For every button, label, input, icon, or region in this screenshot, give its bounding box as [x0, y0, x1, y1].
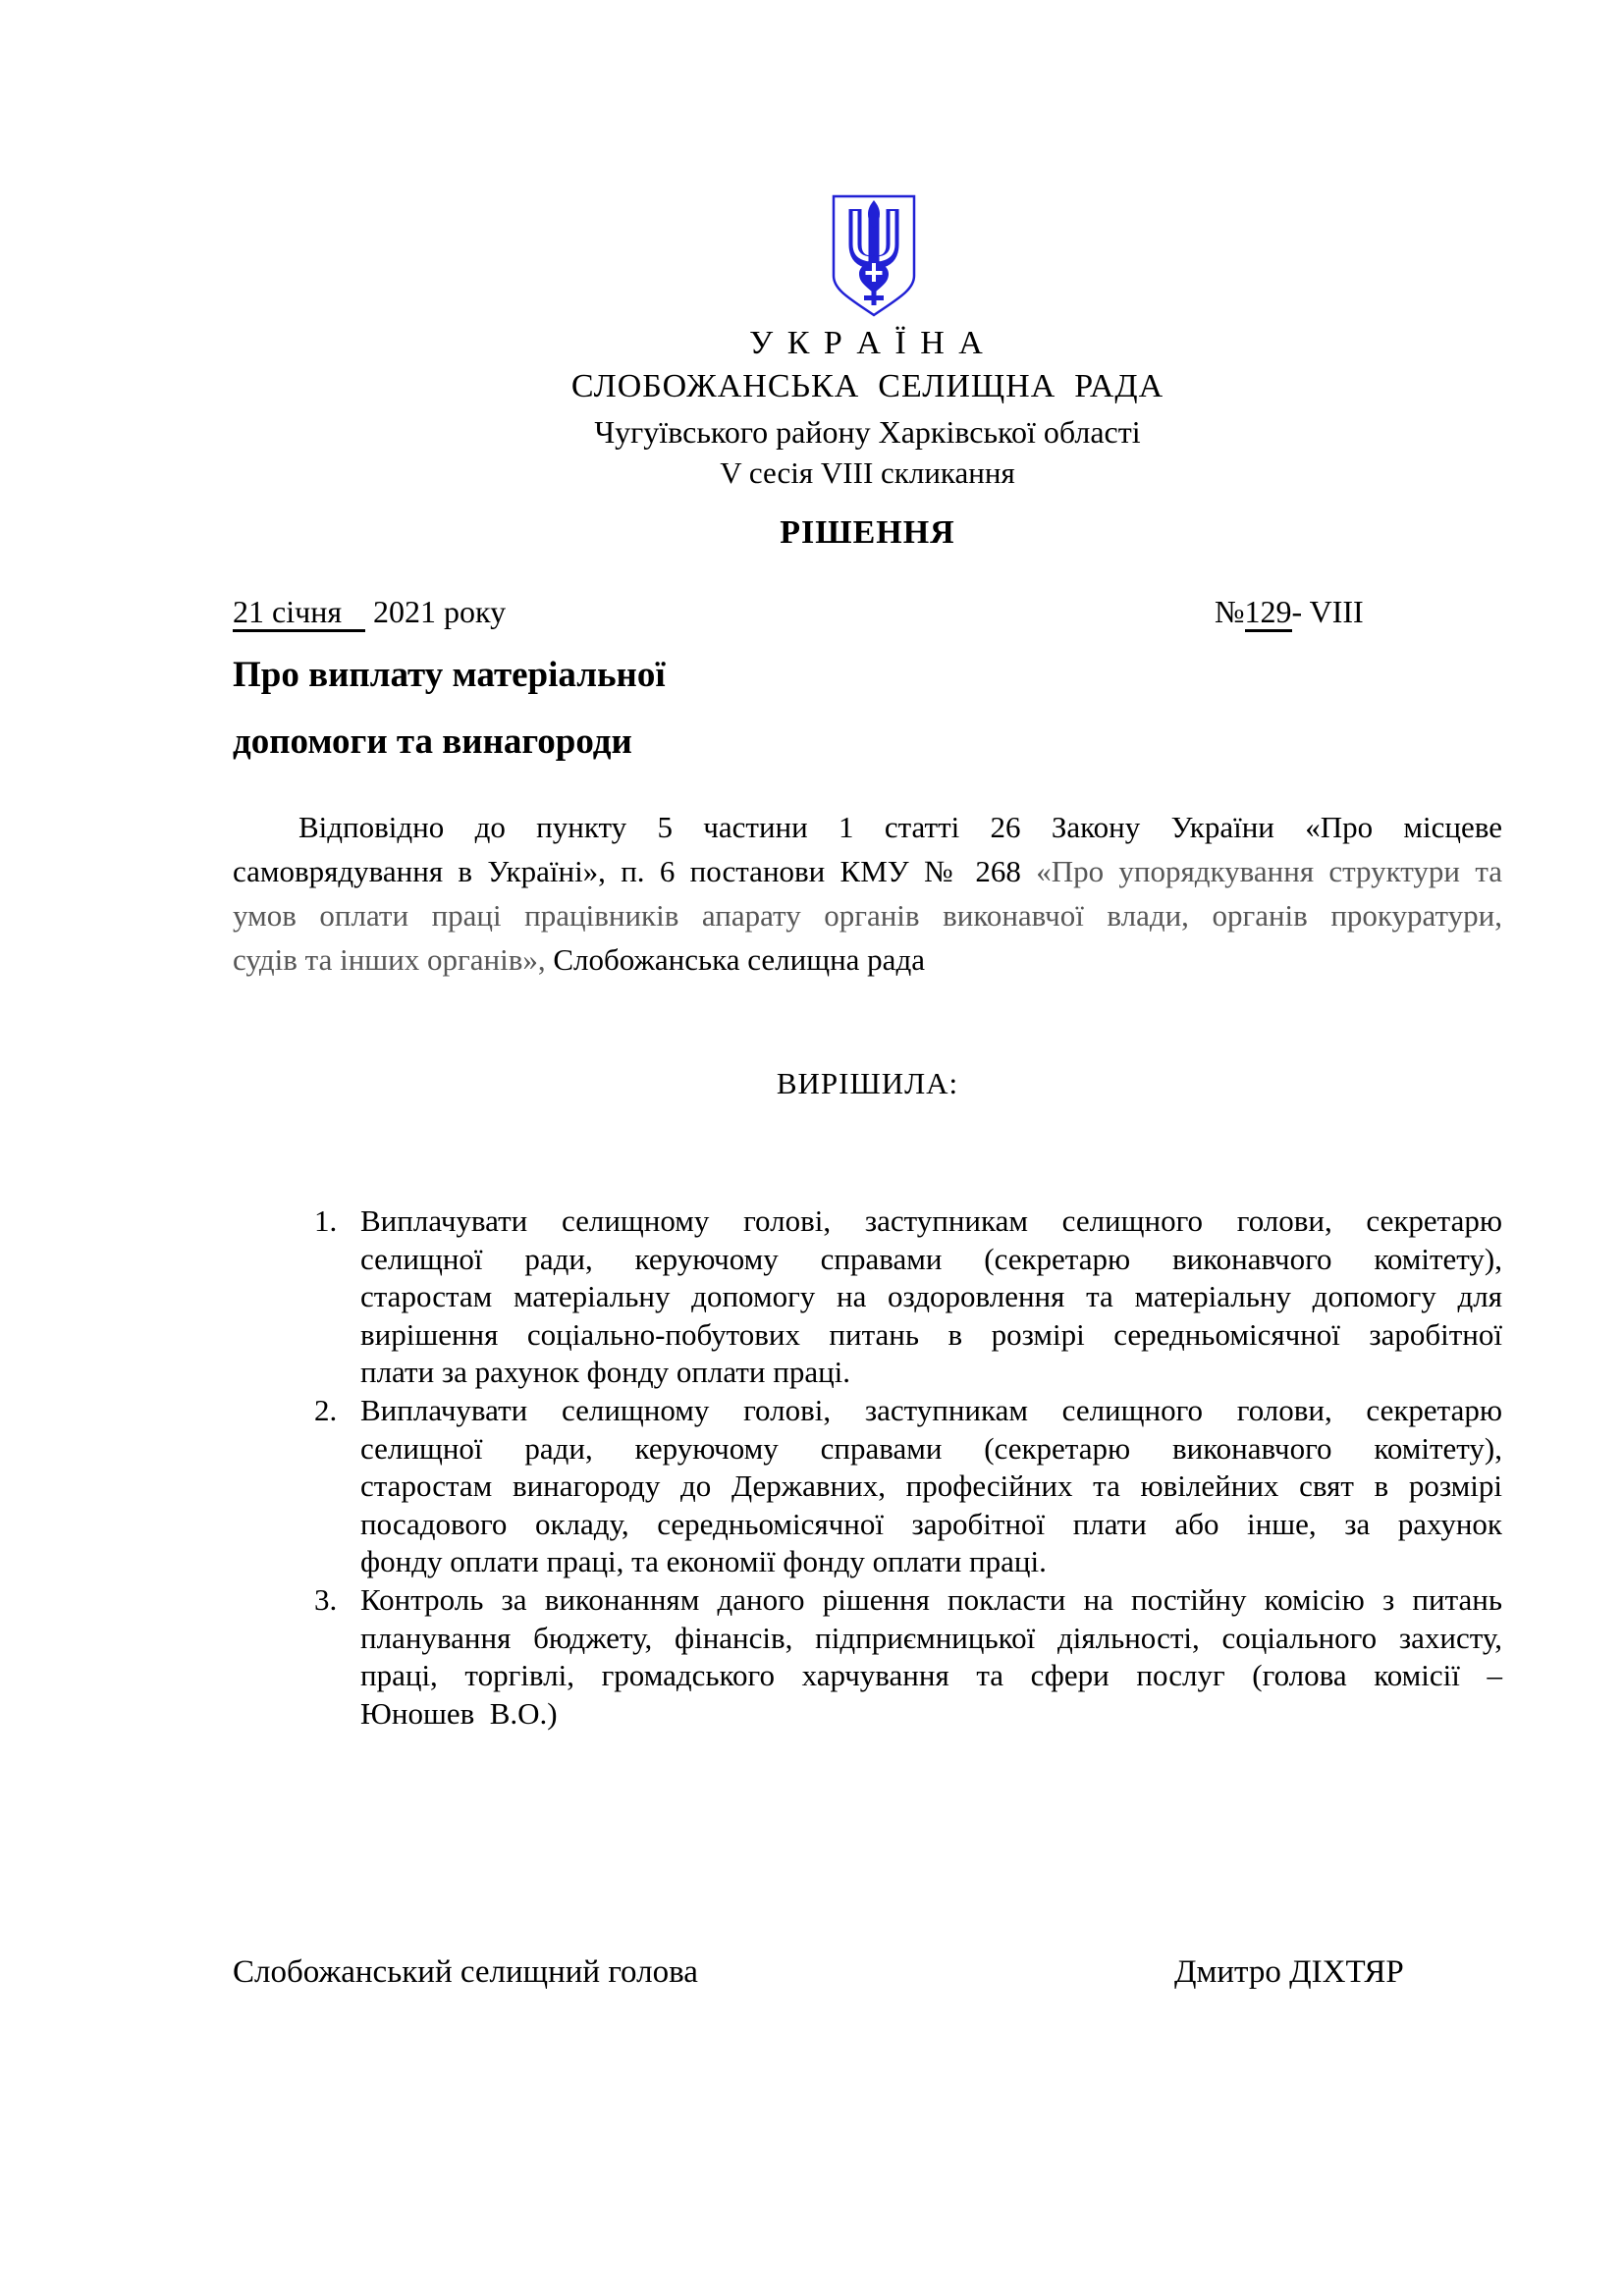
list-item [314, 1202, 1502, 1392]
item-2-line: старостам винагороду до Державних, професійних та ювілейних свят в розмірі [360, 1468, 1502, 1504]
decision-date-row [233, 590, 1502, 633]
item-1-number: 1. [314, 1203, 338, 1238]
preamble-line-4-gray: судів та інших органів», [233, 942, 554, 977]
item-3-line: Юношев В.О.) [360, 1695, 558, 1731]
list-item [314, 1581, 1502, 1733]
preamble-line-2-gray: «Про упорядкування структури та [1036, 854, 1502, 888]
document-content [233, 0, 1502, 2296]
preamble-line-3: умов оплати праці працівників апарату органів виконавчої влади, органів прокуратури, [233, 898, 1502, 933]
decision-date-underlined: 21 січня [233, 594, 365, 632]
preamble-line-2-black: самоврядування в Україні», п. 6 постанови КМУ № 268 [233, 854, 1037, 888]
item-3-number: 3. [314, 1581, 338, 1617]
decision-heading: РІШЕННЯ [780, 514, 955, 551]
preamble-line-2 [233, 849, 1502, 893]
letterhead-session: V сесія VIII скликання [720, 455, 1015, 490]
letterhead-council-name: СЛОБОЖАНСЬКА СЕЛИЩНА РАДА [570, 368, 1164, 404]
resolved-heading: ВИРІШИЛА: [776, 1066, 959, 1100]
item-2-number: 2. [314, 1392, 338, 1427]
item-1-line [314, 1202, 1502, 1241]
item-1-line: старостам матеріальну допомогу на оздоровлення та матеріальну допомогу для [360, 1279, 1502, 1314]
decision-number-prefix: № [1215, 594, 1245, 629]
preamble-paragraph [233, 805, 1502, 982]
preamble-line-4-black: Слобожанська селищна рада [553, 942, 925, 977]
item-3-line: праці, торгівлі, громадського харчування та сфери послуг (голова комісії – [360, 1658, 1502, 1693]
item-1-text: Виплачувати селищному голові, заступникам селищного голови, секретарю [360, 1203, 1502, 1238]
item-1-line: селищної ради, керуючому справами (секретарю виконавчого комітету), [360, 1241, 1502, 1276]
preamble-line-1: Відповідно до пункту 5 частини 1 статті 26 Закону України «Про місцеве [298, 810, 1502, 844]
item-3-text: Контроль за виконанням даного рішення покласти на постійну комісію з питань [360, 1581, 1502, 1617]
item-3-line: планування бюджету, фінансів, підприємницької діяльності, соціального захисту, [360, 1620, 1502, 1655]
item-2-line: фонду оплати праці, та економії фонду оплати праці. [360, 1544, 1047, 1579]
item-1-line: вирішення соціально-побутових питань в розмірі середньомісячної заробітної [360, 1316, 1502, 1352]
item-2-line: селищної ради, керуючому справами (секретарю виконавчого комітету), [360, 1430, 1502, 1466]
item-2-text: Виплачувати селищному голові, заступникам селищного голови, секретарю [360, 1392, 1502, 1427]
preamble-line-4 [233, 937, 1502, 982]
subject-line-2: допомоги та винагороди [233, 721, 632, 762]
signature-position: Слобожанський селищний голова [233, 1954, 698, 1990]
decision-number [1215, 590, 1364, 633]
decision-number-suffix: - VIII [1291, 594, 1364, 629]
item-1-line: плати за рахунок фонду оплати праці. [360, 1355, 851, 1390]
decision-date-rest: 2021 року [365, 594, 507, 629]
item-2-line: посадового окладу, середньомісячної заробітної плати або інше, за рахунок [360, 1506, 1502, 1541]
signature-name: Дмитро ДІХТЯР [1174, 1954, 1404, 1990]
signature-row [233, 1951, 1502, 1993]
decision-number-value: 129 [1245, 594, 1292, 632]
decision-date [233, 594, 506, 632]
item-2-line [314, 1392, 1502, 1430]
letterhead-country: У К Р А Ї Н А [749, 325, 986, 361]
letterhead-district: Чугуївського району Харківської області [594, 414, 1141, 450]
list-item [314, 1392, 1502, 1581]
item-3-line [314, 1581, 1502, 1620]
decision-subject [233, 654, 1502, 764]
resolution-items [314, 1202, 1502, 1733]
subject-line-1: Про виплату матеріальної [233, 655, 666, 695]
